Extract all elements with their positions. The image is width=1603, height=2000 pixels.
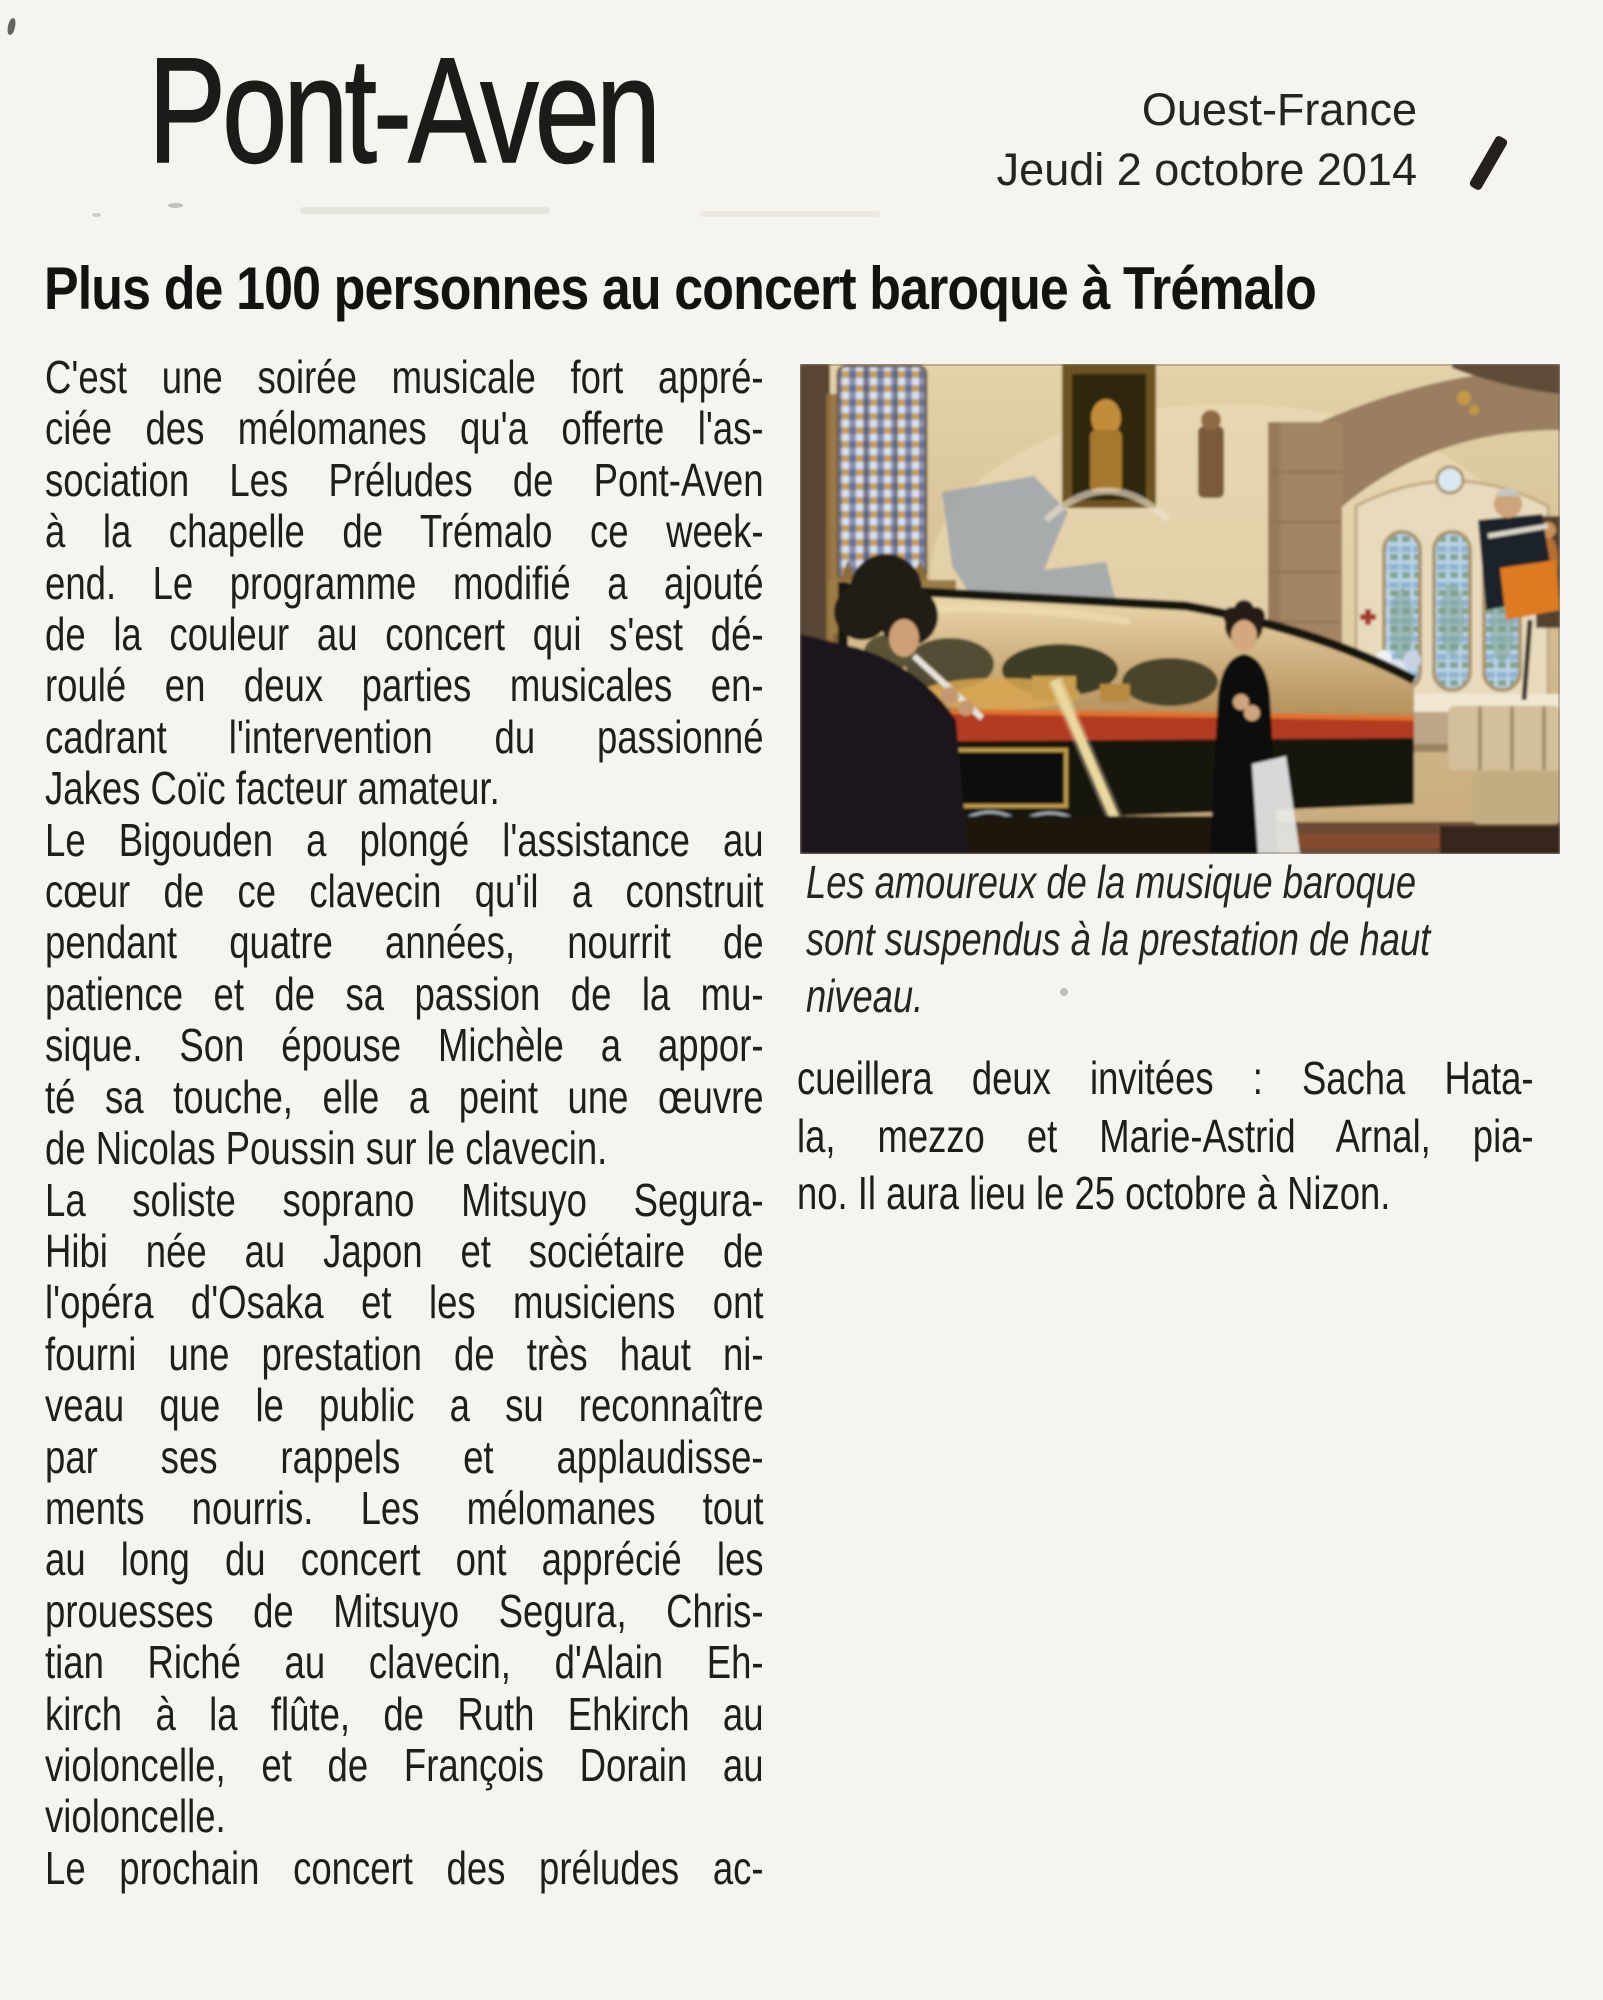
text-line: cadrant l'intervention du passionné xyxy=(45,710,764,763)
caption-line: Les amoureux de la musique baroque xyxy=(806,856,1417,908)
text-line: l'opéra d'Osaka et les musiciens ont xyxy=(45,1276,764,1329)
text-line: no. Il aura lieu le 25 octobre à Nizon. xyxy=(797,1167,1391,1219)
text-line: veau que le public a su reconnaître xyxy=(45,1379,764,1432)
text-line: ciée des mélomanes qu'a offerte l'as- xyxy=(45,402,764,455)
chapel-concert-photo-illustration xyxy=(800,364,1560,854)
text-line: violoncelle, et de François Dorain au xyxy=(45,1738,764,1791)
scan-artifact-mark xyxy=(6,17,16,35)
issue-date: Jeudi 2 octobre 2014 xyxy=(996,144,1417,195)
page-title: Pont-Aven xyxy=(148,26,658,194)
scan-artifact-smudge xyxy=(168,203,183,208)
scan-artifact-smudge xyxy=(700,211,880,217)
text-line: end. Le programme modifié a ajouté xyxy=(45,556,764,609)
text-line: cueillera deux invitées : Sacha Hata- xyxy=(797,1052,1534,1104)
text-line: kirch à la flûte, de Ruth Ehkirch au xyxy=(45,1687,764,1740)
text-line: té sa touche, elle a peint une œuvre xyxy=(45,1070,764,1123)
stained-glass-window xyxy=(838,366,926,580)
text-line: La soliste soprano Mitsuyo Segura- xyxy=(45,1173,764,1226)
text-line: Le Bigouden a plongé l'assistance au xyxy=(45,813,764,866)
text-line: cœur de ce clavecin qu'il a construit xyxy=(45,865,764,918)
article-right-column xyxy=(797,1050,1534,1223)
text-line: Jakes Coïc facteur amateur. xyxy=(45,762,500,815)
photo-caption xyxy=(806,854,1549,1025)
text-line: la, mezzo et Marie-Astrid Arnal, pia- xyxy=(797,1109,1534,1162)
publication-name: Ouest-France xyxy=(1141,84,1417,135)
concert-photo xyxy=(800,364,1560,854)
scan-artifact-smudge xyxy=(300,207,550,214)
text-line: fourni une prestation de très haut ni- xyxy=(45,1327,764,1380)
text-line: Le prochain concert des préludes ac- xyxy=(45,1841,764,1894)
text-line: C'est une soirée musicale fort appré- xyxy=(45,351,764,403)
text-line: à la chapelle de Trémalo ce week- xyxy=(45,505,764,558)
text-line: sique. Son épouse Michèle a appor- xyxy=(45,1019,764,1072)
scan-artifact-dot xyxy=(92,213,101,217)
scan-artifact-slash xyxy=(1468,135,1508,192)
text-line: patience et de sa passion de la mu- xyxy=(45,967,764,1020)
text-line: Hibi née au Japon et sociétaire de xyxy=(45,1224,764,1277)
text-line: de la couleur au concert qui s'est dé- xyxy=(45,608,764,661)
text-line: violoncelle. xyxy=(45,1790,226,1843)
text-line: roulé en deux parties musicales en- xyxy=(45,659,764,712)
article-headline: Plus de 100 personnes au concert baroque à Trémalo xyxy=(44,255,1317,322)
text-line: de Nicolas Poussin sur le clavecin. xyxy=(45,1122,608,1175)
text-line: ments nourris. Les mélomanes tout xyxy=(45,1481,764,1534)
text-line: prouesses de Mitsuyo Segura, Chris- xyxy=(45,1584,764,1637)
article-left-column xyxy=(45,352,764,1894)
text-line: par ses rappels et applaudisse- xyxy=(45,1430,764,1483)
text-line: sociation Les Préludes de Pont-Aven xyxy=(45,453,764,506)
text-line: au long du concert ont apprécié les xyxy=(45,1533,764,1586)
dateline xyxy=(997,80,1417,200)
caption-line: niveau. xyxy=(806,970,924,1022)
text-line: pendant quatre années, nourrit de xyxy=(45,916,764,969)
caption-line: sont suspendus à la prestation de haut xyxy=(806,913,1431,965)
text-line: tian Riché au clavecin, d'Alain Eh- xyxy=(45,1636,764,1689)
